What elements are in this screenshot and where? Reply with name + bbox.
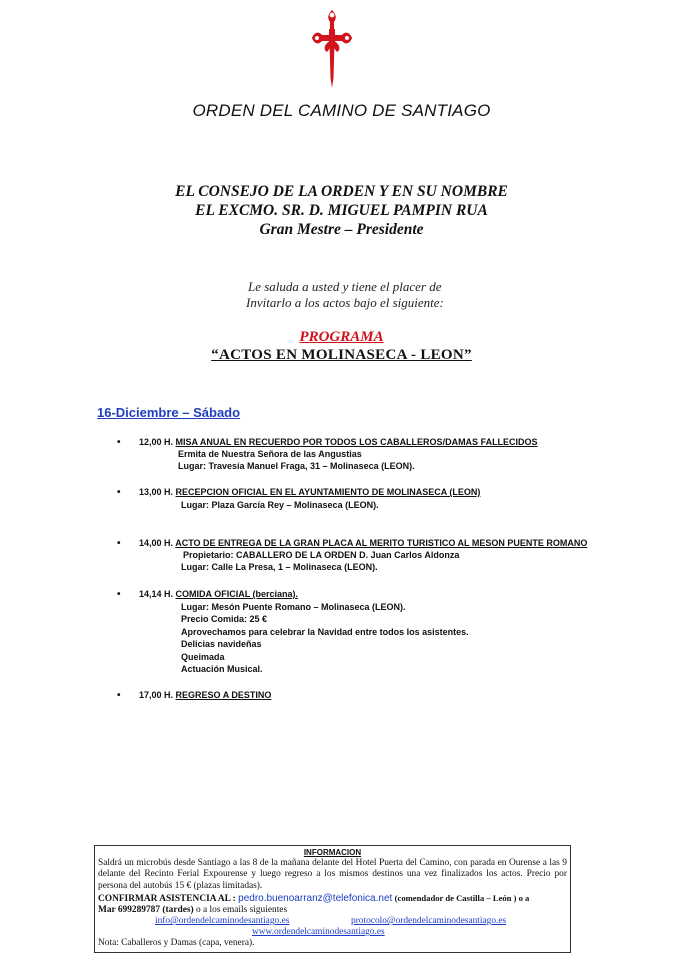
event-detail: Actuación Musical. <box>181 664 263 675</box>
event-item <box>117 486 121 499</box>
event-item-body <box>139 537 587 549</box>
event-item-body <box>139 588 298 600</box>
event-detail: Queimada <box>181 651 225 662</box>
phone-line <box>95 905 570 916</box>
bullet-icon: • <box>117 690 121 701</box>
event-item-body <box>139 436 538 448</box>
confirm-label: CONFIRMAR ASISTENCIA AL : <box>98 893 236 904</box>
event-time: 12,00 H. <box>139 437 174 447</box>
council-block <box>0 182 683 239</box>
program-label: PROGRAMA <box>299 329 384 345</box>
event-title: RECEPCION OFICIAL EN EL AYUNTAMIENTO DE MOLINASECA (LEON) <box>175 487 481 497</box>
emails-line <box>95 916 570 927</box>
event-details <box>181 601 469 675</box>
event-title: REGRESO A DESTINO <box>175 690 272 700</box>
confirm-email-link[interactable]: pedro.buenoarranz@telefonica.net <box>238 892 393 904</box>
info-body: Saldrá un microbús desde Santiago a las 8 de la mañana delante del Hotel Puerta del Camino, con parada en Ourense a las 9 delante del Recinto Ferial Expourense y luego regreso a los mismos destinos una vez finalizados los actos. Precio por persona del autobús 15 € (plazas limitadas). <box>98 858 567 891</box>
logo <box>308 8 356 90</box>
event-item <box>117 689 121 702</box>
event-detail: Lugar: Calle La Presa, 1 – Molinaseca (LEON). <box>181 562 378 573</box>
event-details <box>181 499 379 511</box>
note: Nota: Caballeros y Damas (capa, venera). <box>98 938 255 949</box>
phone-label: Mar 699289787 (tardes) <box>98 905 194 916</box>
email-protocolo-link[interactable]: protocolo@ordendelcaminodesantiago.es <box>351 916 507 927</box>
confirm-role: (comendador de Castilla – León ) o a <box>394 892 530 903</box>
cross-of-saint-james-icon <box>308 8 356 90</box>
event-title: ACTO DE ENTREGA DE LA GRAN PLACA AL MERITO TURISTICO AL MESON PUENTE ROMANO <box>175 538 588 548</box>
event-date: 16-Diciembre – Sábado <box>97 405 241 420</box>
council-line-2: EL EXCMO. SR. D. MIGUEL PAMPIN RUA <box>195 202 488 219</box>
event-item <box>117 537 121 550</box>
email-info-link[interactable]: info@ordendelcaminodesantiago.es <box>155 916 290 927</box>
bullet-icon: • <box>117 538 121 549</box>
event-detail: Precio Comida: 25 € <box>181 614 268 625</box>
event-detail: Lugar: Travesía Manuel Fraga, 31 – Molinaseca (LEON). <box>178 461 415 472</box>
website-link[interactable]: www.ordendelcaminodesantiago.es <box>252 927 385 938</box>
event-time: 14,00 H. <box>139 538 174 548</box>
council-line-3: Gran Mestre – Presidente <box>259 221 424 238</box>
bullet-icon: • <box>117 437 121 448</box>
event-time: 13,00 H. <box>139 487 174 497</box>
event-details <box>178 448 415 473</box>
event-time: 14,14 H. <box>139 589 174 599</box>
program-title: “ACTOS EN MOLINASECA - LEON” <box>211 347 472 363</box>
greeting-line-1: Le saluda a usted y tiene el placer de <box>248 279 442 294</box>
event-item <box>117 436 121 449</box>
event-details <box>181 549 459 574</box>
event-item-body <box>139 486 480 498</box>
event-title: MISA ANUAL EN RECUERDO POR TODOS LOS CABALLEROS/DAMAS FALLECIDOS <box>175 437 538 447</box>
website-line <box>95 927 570 938</box>
bullet-icon: • <box>117 589 121 600</box>
event-item-body <box>139 689 271 701</box>
event-detail: Delicias navideñas <box>181 639 262 650</box>
event-title: COMIDA OFICIAL (berciana). <box>175 589 299 599</box>
council-line-1: EL CONSEJO DE LA ORDEN Y EN SU NOMBRE <box>175 183 508 200</box>
greeting <box>246 279 444 311</box>
confirm-line <box>95 892 570 905</box>
event-item <box>117 588 121 601</box>
event-detail: Lugar: Plaza García Rey – Molinaseca (LEON). <box>181 500 379 510</box>
info-heading: INFORMACION <box>303 848 362 857</box>
event-detail: Ermita de Nuestra Señora de las Angustias <box>178 449 362 459</box>
greeting-line-2: Invitarlo a los actos bajo el siguiente: <box>246 295 444 310</box>
phone-rest: o a los emails siguientes <box>195 905 288 916</box>
page-title: ORDEN DEL CAMINO DE SANTIAGO <box>192 101 491 120</box>
event-time: 17,00 H. <box>139 690 174 700</box>
bullet-icon: • <box>117 487 121 498</box>
event-detail: Aprovechamos para celebrar la Navidad entre todos los asistentes. <box>181 626 469 637</box>
event-detail: Lugar: Mesón Puente Romano – Molinaseca (LEON). <box>181 602 406 612</box>
event-detail: Propietario: CABALLERO DE LA ORDEN D. Juan Carlos Aldonza <box>183 550 460 560</box>
info-box <box>94 845 571 953</box>
